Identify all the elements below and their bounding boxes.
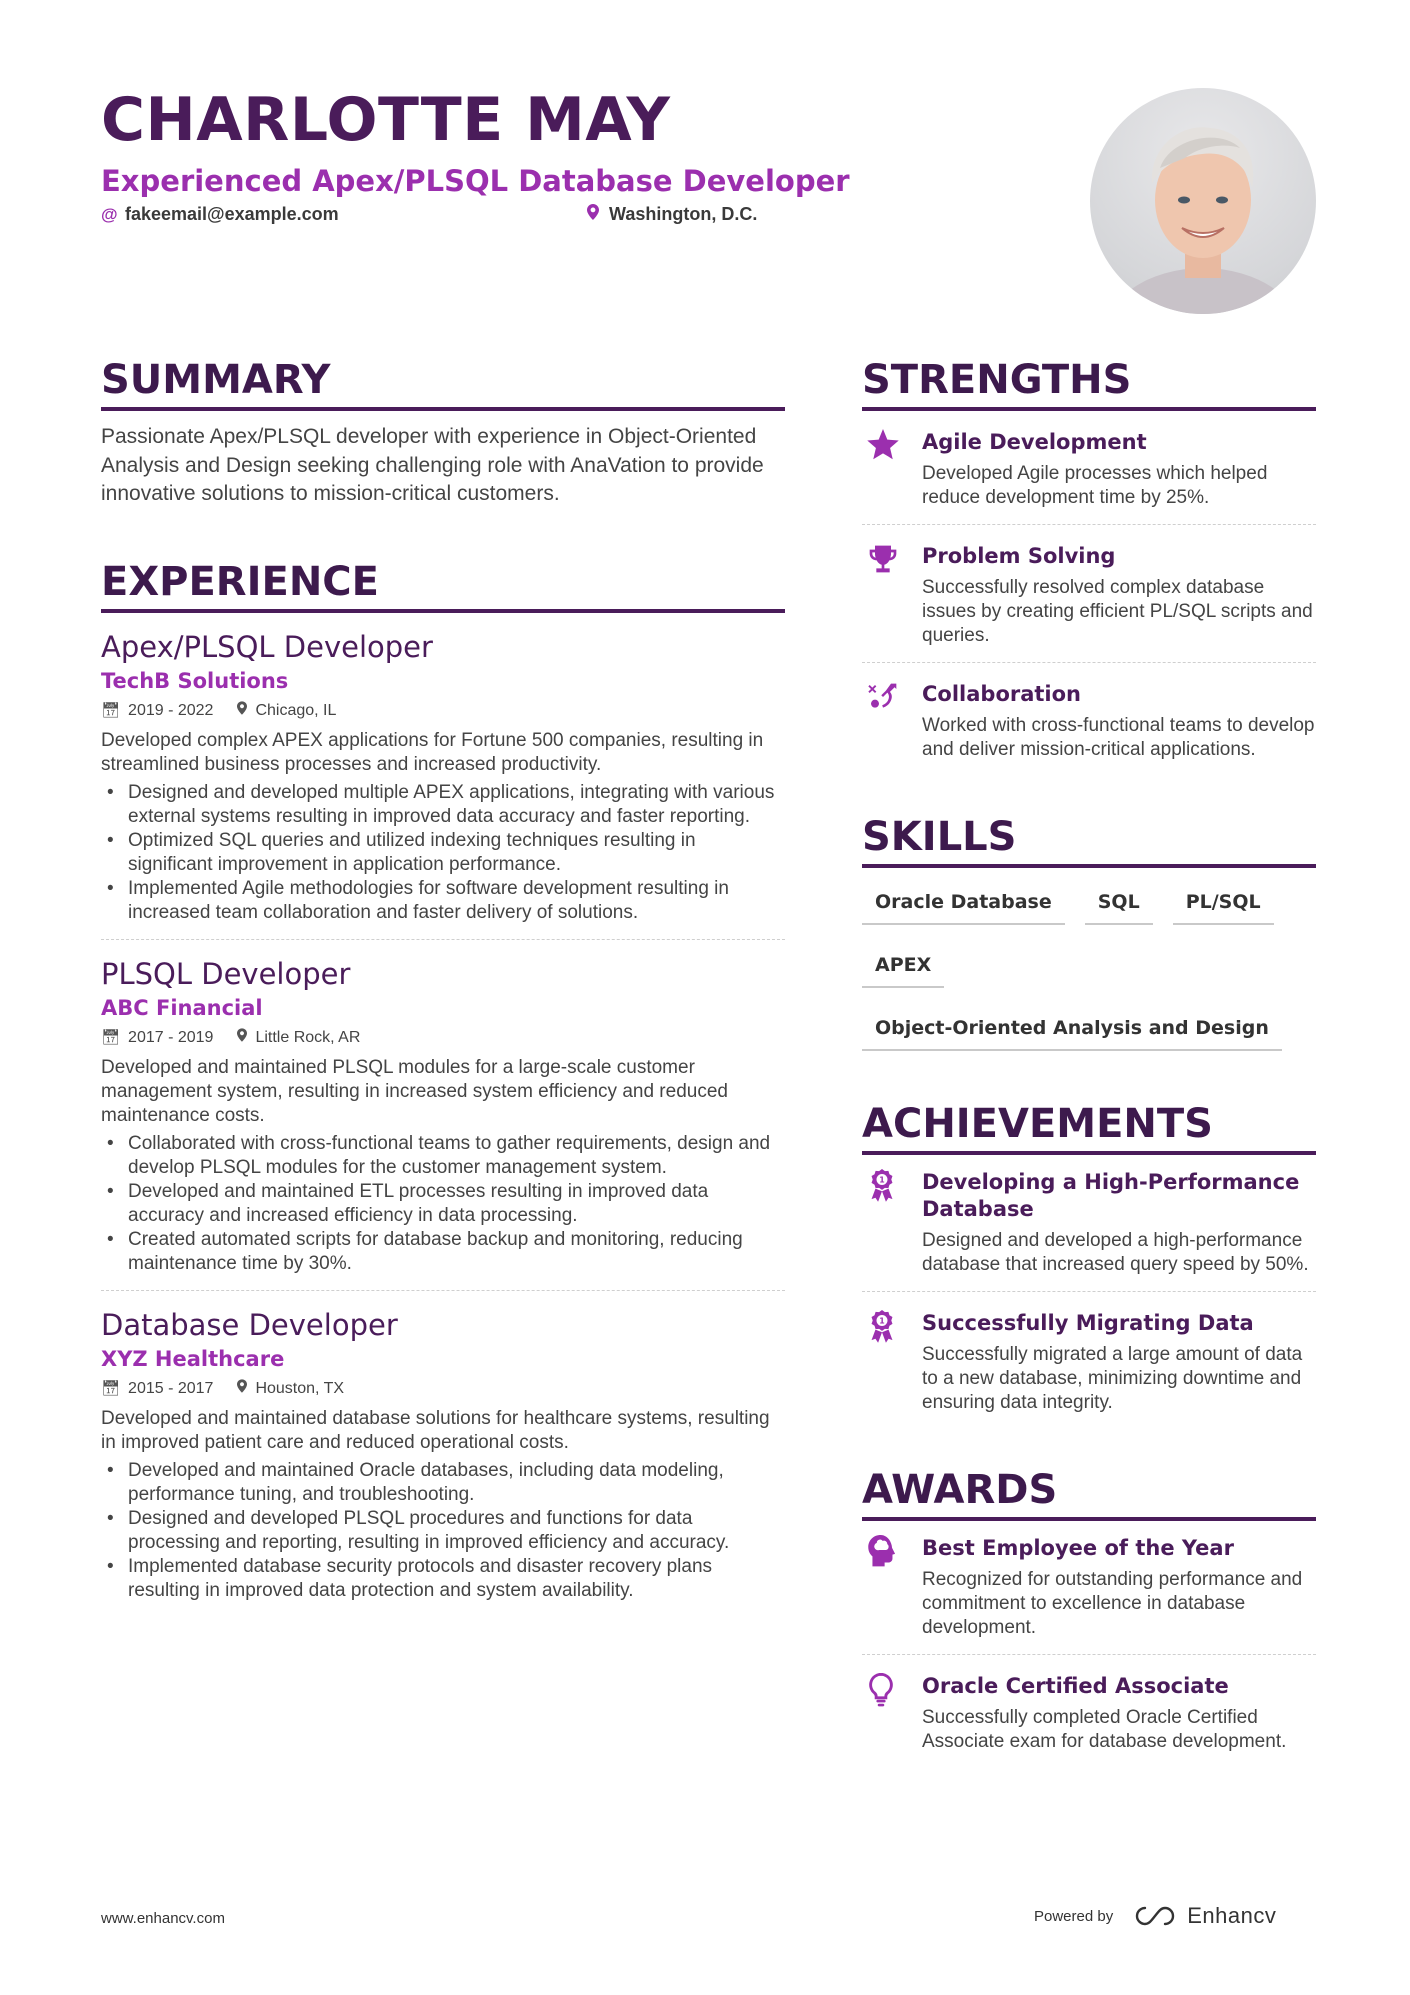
footer-website[interactable]: www.enhancv.com <box>101 1910 225 1927</box>
powered-by-text: Powered by <box>1034 1907 1114 1925</box>
achievement-desc: Successfully migrated a large amount of data to a new database, minimizing downtime and ensuring data integrity. <box>922 1344 1303 1413</box>
job-bullet: • Developed and maintained ETL processes resulting in improved data accuracy and increased efficiency in data processing. <box>101 1180 785 1228</box>
job-description: Developed and maintained PLSQL modules for a large-scale customer management system, resulting in increased system efficiency and reduced maintenance costs. <box>101 1056 728 1126</box>
job-dates: 2015 - 2017 <box>128 1379 214 1397</box>
candidate-name: CHARLOTTE MAY <box>101 85 671 155</box>
contact-location <box>585 204 757 225</box>
strength-item <box>862 663 1316 776</box>
location-pin-icon <box>237 1379 247 1399</box>
skills-heading: SKILLS <box>862 812 1316 868</box>
email-text: fakeemail@example.com <box>125 204 339 224</box>
job-bullets <box>101 781 785 925</box>
location-pin-icon <box>237 1028 247 1048</box>
achievements-section <box>862 1099 1316 1429</box>
job-bullet: • Collaborated with cross-functional teams to gather requirements, design and develop PLSQL modules for the customer management system. <box>101 1132 785 1180</box>
skill-tag: PL/SQL <box>1173 882 1274 925</box>
job-entry <box>101 1307 785 1617</box>
awards-section <box>862 1465 1316 1768</box>
skills-section <box>862 812 1316 1071</box>
job-bullet: • Optimized SQL queries and utilized indexing techniques resulting in significant improvement in application performance. <box>101 829 785 877</box>
trophy-icon <box>862 543 922 648</box>
job-meta <box>101 701 785 721</box>
award-item <box>862 1521 1316 1655</box>
skills-list <box>862 882 1316 1071</box>
job-location: Chicago, IL <box>255 701 337 719</box>
location-text: Washington, D.C. <box>609 204 758 224</box>
strength-title: Agile Development <box>922 430 1147 454</box>
job-entry <box>101 956 785 1291</box>
job-bullet: • Created automated scripts for database backup and monitoring, reducing maintenance time by 30%. <box>101 1228 785 1276</box>
star-icon <box>862 429 922 510</box>
strength-title: Problem Solving <box>922 544 1116 568</box>
calendar-icon: 📅︎ <box>101 1028 121 1046</box>
job-description: Developed and maintained database solutions for healthcare systems, resulting in improved patient care and reduced operational costs. <box>101 1407 770 1453</box>
job-title: Database Developer <box>101 1307 398 1342</box>
award-desc: Recognized for outstanding performance and commitment to excellence in database development. <box>922 1569 1303 1638</box>
right-column <box>862 355 1316 1768</box>
portrait-illustration <box>1090 88 1316 314</box>
skill-tag: Oracle Database <box>862 882 1065 925</box>
enhancv-brand-text: Enhancv <box>1187 1903 1277 1928</box>
candidate-headline: Experienced Apex/PLSQL Database Developer <box>101 164 850 198</box>
skill-tag: SQL <box>1085 882 1153 925</box>
strength-item <box>862 411 1316 525</box>
award-ribbon-icon <box>862 1310 922 1415</box>
summary-heading: SUMMARY <box>101 355 785 411</box>
lightbulb-icon <box>862 1673 922 1754</box>
awards-heading: AWARDS <box>862 1465 1316 1521</box>
job-bullet: • Implemented database security protocols and disaster recovery plans resulting in improved data protection and system availability. <box>101 1555 785 1603</box>
strengths-heading: STRENGTHS <box>862 355 1316 411</box>
strength-item <box>862 525 1316 663</box>
job-location: Little Rock, AR <box>255 1028 361 1046</box>
location-pin-icon <box>237 701 247 721</box>
enhancv-logo-icon <box>1131 1904 1179 1928</box>
experience-heading: EXPERIENCE <box>101 557 785 613</box>
achievement-item <box>862 1155 1316 1292</box>
footer-branding <box>1034 1903 1276 1929</box>
strategy-icon <box>862 681 922 762</box>
job-bullet: • Developed and maintained Oracle databases, including data modeling, performance tuning, and troubleshooting. <box>101 1459 785 1507</box>
strength-title: Collaboration <box>922 682 1082 706</box>
skill-tag: APEX <box>862 945 944 988</box>
job-dates: 2019 - 2022 <box>128 701 214 719</box>
calendar-icon: 📅︎ <box>101 701 121 719</box>
award-title: Best Employee of the Year <box>922 1536 1234 1560</box>
resume-header <box>101 86 1081 234</box>
enhancv-logo[interactable] <box>1131 1903 1276 1929</box>
award-ribbon-icon <box>862 1169 922 1277</box>
summary-text: Passionate Apex/PLSQL developer with experience in Object-Oriented Analysis and Design seeking challenging role with AnaVation to provide innovative solutions to mission-critical customers. <box>101 425 764 505</box>
svg-text:1: 1 <box>879 1316 885 1326</box>
job-description: Developed complex APEX applications for Fortune 500 companies, resulting in streamlined business processes and increased productivity. <box>101 729 764 775</box>
job-company: TechB Solutions <box>101 668 289 693</box>
left-column <box>101 355 785 1617</box>
head-brain-icon <box>862 1535 922 1640</box>
profile-photo <box>1090 88 1316 314</box>
strength-desc: Successfully resolved complex database issues by creating efficient PL/SQL scripts and queries. <box>922 577 1313 646</box>
contact-info <box>101 204 1081 234</box>
job-entry <box>101 629 785 940</box>
svg-text:1: 1 <box>879 1175 885 1185</box>
achievement-title: Developing a High-Performance Database <box>922 1170 1300 1221</box>
job-meta <box>101 1028 785 1048</box>
strength-desc: Worked with cross-functional teams to develop and deliver mission-critical applications. <box>922 715 1315 760</box>
job-bullets <box>101 1132 785 1276</box>
job-dates: 2017 - 2019 <box>128 1028 214 1046</box>
location-pin-icon <box>585 204 601 225</box>
skill-tag: Object-Oriented Analysis and Design <box>862 1008 1282 1051</box>
strength-desc: Developed Agile processes which helped reduce development time by 25%. <box>922 463 1268 508</box>
job-meta <box>101 1379 785 1399</box>
job-bullets <box>101 1459 785 1603</box>
award-item <box>862 1655 1316 1768</box>
calendar-icon: 📅︎ <box>101 1379 121 1397</box>
at-sign-icon: @ <box>101 204 118 224</box>
strengths-section <box>862 355 1316 776</box>
job-location: Houston, TX <box>255 1379 345 1397</box>
achievement-title: Successfully Migrating Data <box>922 1311 1254 1335</box>
achievements-heading: ACHIEVEMENTS <box>862 1099 1316 1155</box>
job-company: ABC Financial <box>101 995 263 1020</box>
experience-section <box>101 557 785 1617</box>
job-bullet: • Designed and developed PLSQL procedures and functions for data processing and reporting, resulting in improved efficiency and accuracy. <box>101 1507 785 1555</box>
achievement-desc: Designed and developed a high-performance database that increased query speed by 50%. <box>922 1230 1309 1275</box>
award-desc: Successfully completed Oracle Certified Associate exam for database development. <box>922 1707 1287 1752</box>
achievement-item <box>862 1292 1316 1429</box>
job-bullet: • Implemented Agile methodologies for software development resulting in increased team collaboration and faster delivery of solutions. <box>101 877 785 925</box>
award-title: Oracle Certified Associate <box>922 1674 1229 1698</box>
summary-section <box>101 355 785 509</box>
job-company: XYZ Healthcare <box>101 1346 285 1371</box>
job-bullet: • Designed and developed multiple APEX applications, integrating with various external systems resulting in improved data accuracy and faster reporting. <box>101 781 785 829</box>
job-title: Apex/PLSQL Developer <box>101 629 433 664</box>
contact-email[interactable] <box>101 204 339 225</box>
job-title: PLSQL Developer <box>101 956 351 991</box>
